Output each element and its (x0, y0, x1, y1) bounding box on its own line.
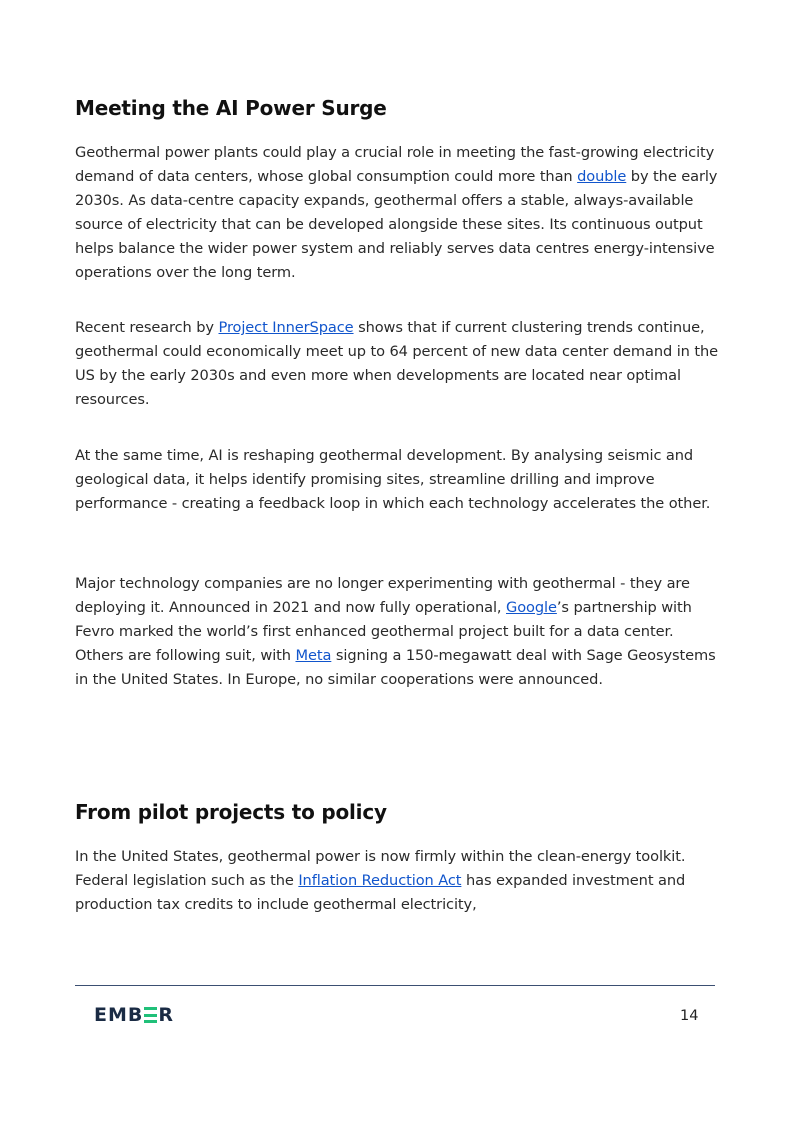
paragraph-text: signing a 150-megawatt deal with Sage Geosystems in the United States. In Europe, no similar cooperations were announced. (75, 647, 716, 688)
ember-logo (94, 1004, 174, 1026)
paragraph-text: shows that if current clustering trends continue, geothermal could economically meet up to 64 percent of new data center demand in the US by the early 2030s and even more when developments are located near optimal resources. (75, 319, 718, 408)
paragraph-text: Geothermal power plants could play a crucial role in meeting the fast-growing electricity demand of data centers, whose global consumption could more than (75, 144, 715, 185)
paragraph-text: ’s partnership with Fevro marked the world’s first enhanced geothermal project built for a data center. Others are following suit, with (75, 599, 692, 664)
paragraph-text: has expanded investment and production tax credits to include geothermal electricity, (75, 872, 686, 913)
section-heading-pilot-to-policy: From pilot projects to policy (75, 800, 387, 824)
page-number: 14 (680, 1008, 699, 1024)
paragraph-text: In the United States, geothermal power is now firmly within the clean-energy toolkit. Federal legislation such as the (75, 848, 686, 889)
logo-text-right: R (158, 1004, 175, 1026)
link-inflation-reduction-act[interactable]: Inflation Reduction Act (298, 872, 462, 889)
link-double[interactable]: double (577, 168, 627, 185)
paragraph-text: Major technology companies are no longer experimenting with geothermal - they are deploying it. Announced in 2021 and now fully operational, (75, 575, 690, 616)
paragraph-innerspace-research (75, 316, 720, 412)
link-meta[interactable]: Meta (295, 647, 332, 664)
paragraph-tech-companies (75, 572, 720, 692)
paragraph-us-policy (75, 845, 720, 917)
paragraph-data-center-demand (75, 141, 720, 285)
section-heading-ai-power-surge: Meeting the AI Power Surge (75, 96, 387, 120)
logo-e-bars-icon (144, 1007, 157, 1023)
paragraph-text: by the early 2030s. As data-centre capacity expands, geothermal offers a stable, always-available source of electricity that can be developed alongside these sites. Its continuous output helps balance the wider power system and reliably serves data centres energy-intensive operations over the long term. (75, 168, 718, 281)
paragraph-ai-reshaping (75, 444, 720, 516)
logo-text-left: EMB (94, 1004, 144, 1026)
footer-divider (75, 985, 715, 986)
link-google[interactable]: Google (506, 599, 557, 616)
paragraph-text: At the same time, AI is reshaping geothermal development. By analysing seismic and geological data, it helps identify promising sites, streamline drilling and improve performance - creating a feedback loop in which each technology accelerates the other. (75, 447, 711, 512)
paragraph-text: Recent research by (75, 319, 219, 336)
link-project-innerspace[interactable]: Project InnerSpace (218, 319, 354, 336)
